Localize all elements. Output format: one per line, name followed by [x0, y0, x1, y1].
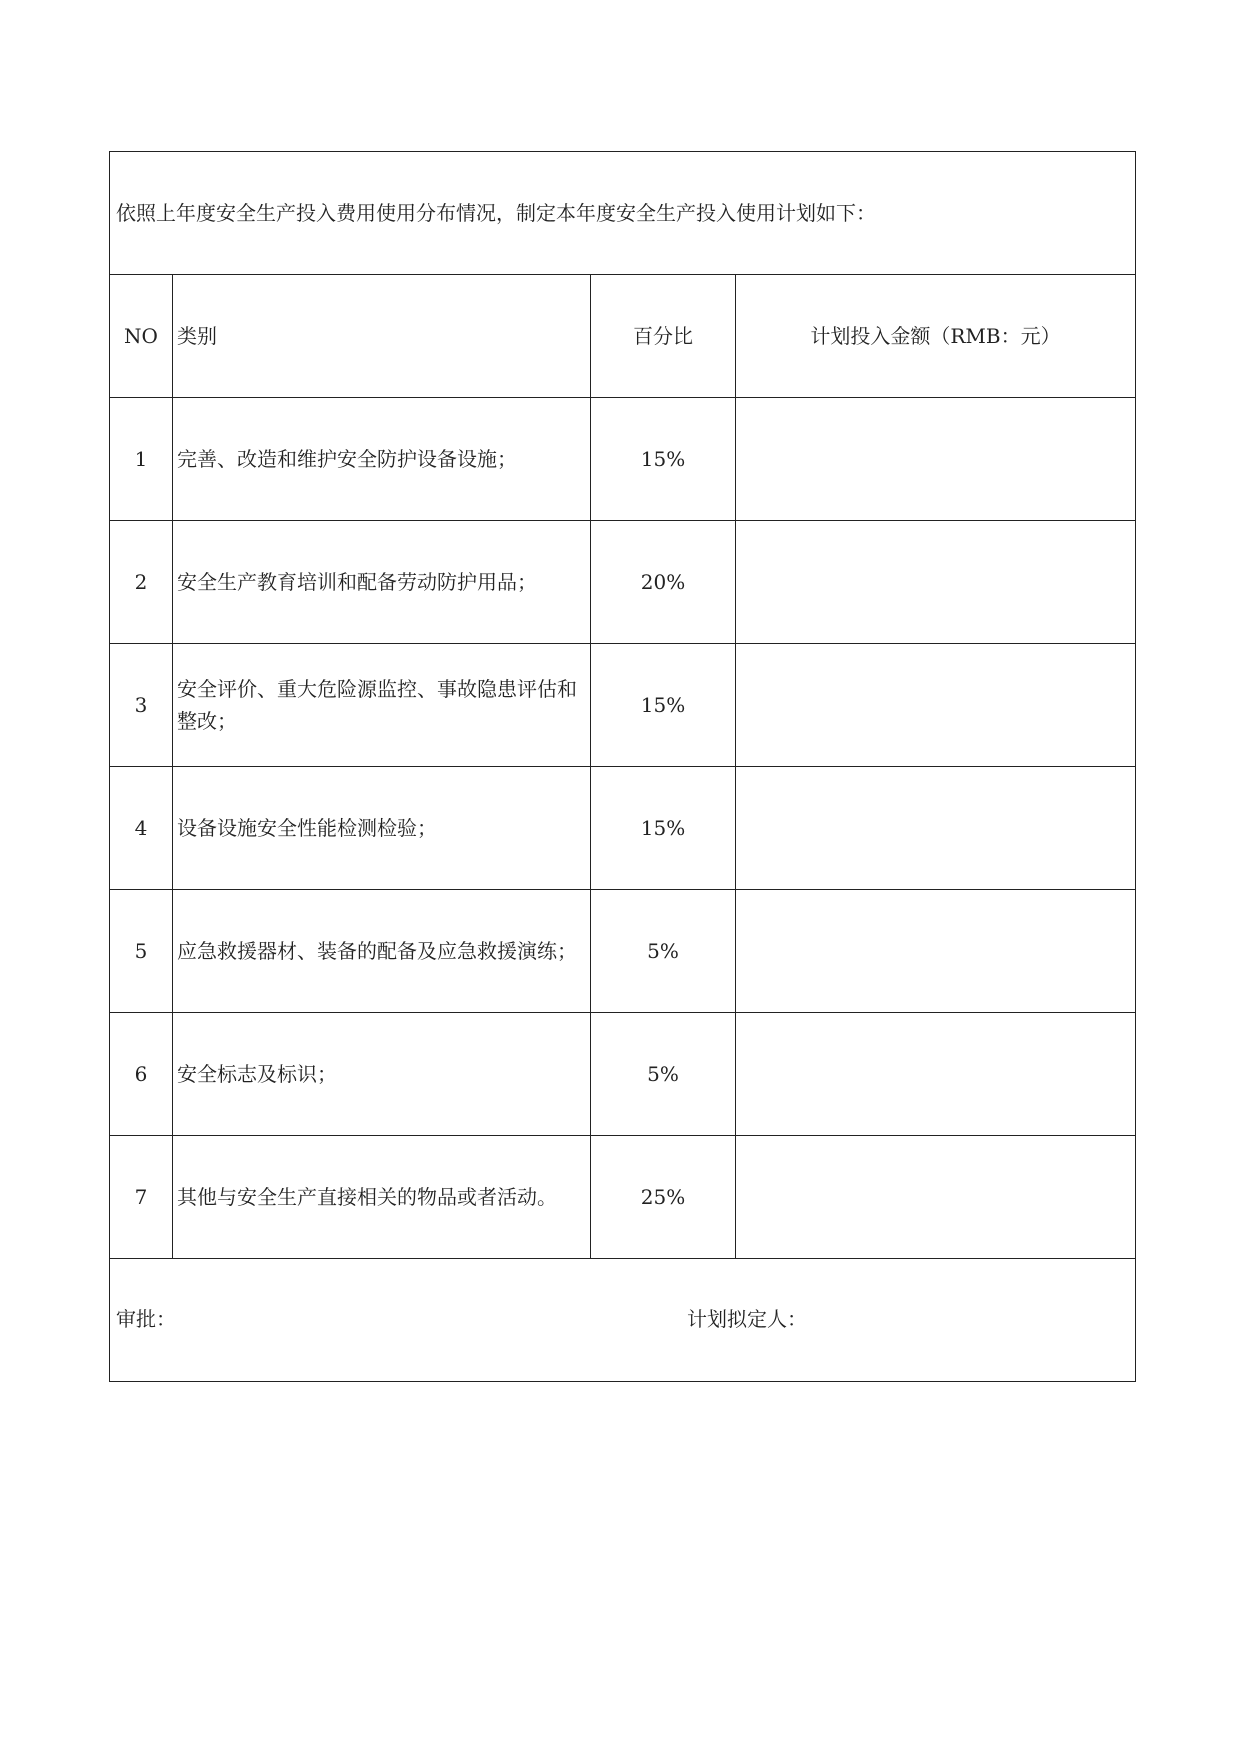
row-amount[interactable] — [736, 398, 1136, 521]
table-row — [110, 767, 1136, 890]
row-no: 2 — [110, 521, 173, 644]
row-no: 7 — [110, 1136, 173, 1259]
footer-row — [110, 1259, 1136, 1382]
safety-investment-plan-table — [109, 151, 1136, 1382]
row-percent: 5% — [591, 890, 736, 1013]
row-category: 完善、改造和维护安全防护设备设施； — [173, 398, 591, 521]
row-category: 设备设施安全性能检测检验； — [173, 767, 591, 890]
row-amount[interactable] — [736, 644, 1136, 767]
row-percent: 25% — [591, 1136, 736, 1259]
table-row — [110, 644, 1136, 767]
approval-label: 审批： — [116, 1307, 176, 1331]
table-row — [110, 890, 1136, 1013]
row-category: 其他与安全生产直接相关的物品或者活动。 — [173, 1136, 591, 1259]
table-row — [110, 1013, 1136, 1136]
row-amount[interactable] — [736, 890, 1136, 1013]
table-row — [110, 521, 1136, 644]
header-percent: 百分比 — [591, 275, 736, 398]
row-amount[interactable] — [736, 1136, 1136, 1259]
row-category: 安全生产教育培训和配备劳动防护用品； — [173, 521, 591, 644]
row-percent: 20% — [591, 521, 736, 644]
row-no: 4 — [110, 767, 173, 890]
table-row — [110, 1136, 1136, 1259]
row-category: 安全标志及标识； — [173, 1013, 591, 1136]
header-category: 类别 — [173, 275, 591, 398]
table-row — [110, 398, 1136, 521]
row-amount[interactable] — [736, 521, 1136, 644]
row-no: 5 — [110, 890, 173, 1013]
row-percent: 15% — [591, 767, 736, 890]
row-no: 6 — [110, 1013, 173, 1136]
header-amount: 计划投入金额（RMB：元） — [736, 275, 1136, 398]
header-no: NO — [110, 275, 173, 398]
row-no: 3 — [110, 644, 173, 767]
row-amount[interactable] — [736, 767, 1136, 890]
planner-label: 计划拟定人： — [687, 1307, 807, 1331]
row-percent: 5% — [591, 1013, 736, 1136]
header-row — [110, 275, 1136, 398]
row-amount[interactable] — [736, 1013, 1136, 1136]
row-category: 安全评价、重大危险源监控、事故隐患评估和整改； — [173, 644, 591, 767]
row-percent: 15% — [591, 398, 736, 521]
intro-text: 依照上年度安全生产投入费用使用分布情况，制定本年度安全生产投入使用计划如下： — [110, 152, 1136, 275]
row-no: 1 — [110, 398, 173, 521]
footer-cell — [110, 1259, 1136, 1382]
intro-row — [110, 152, 1136, 275]
row-category: 应急救援器材、装备的配备及应急救援演练； — [173, 890, 591, 1013]
row-percent: 15% — [591, 644, 736, 767]
